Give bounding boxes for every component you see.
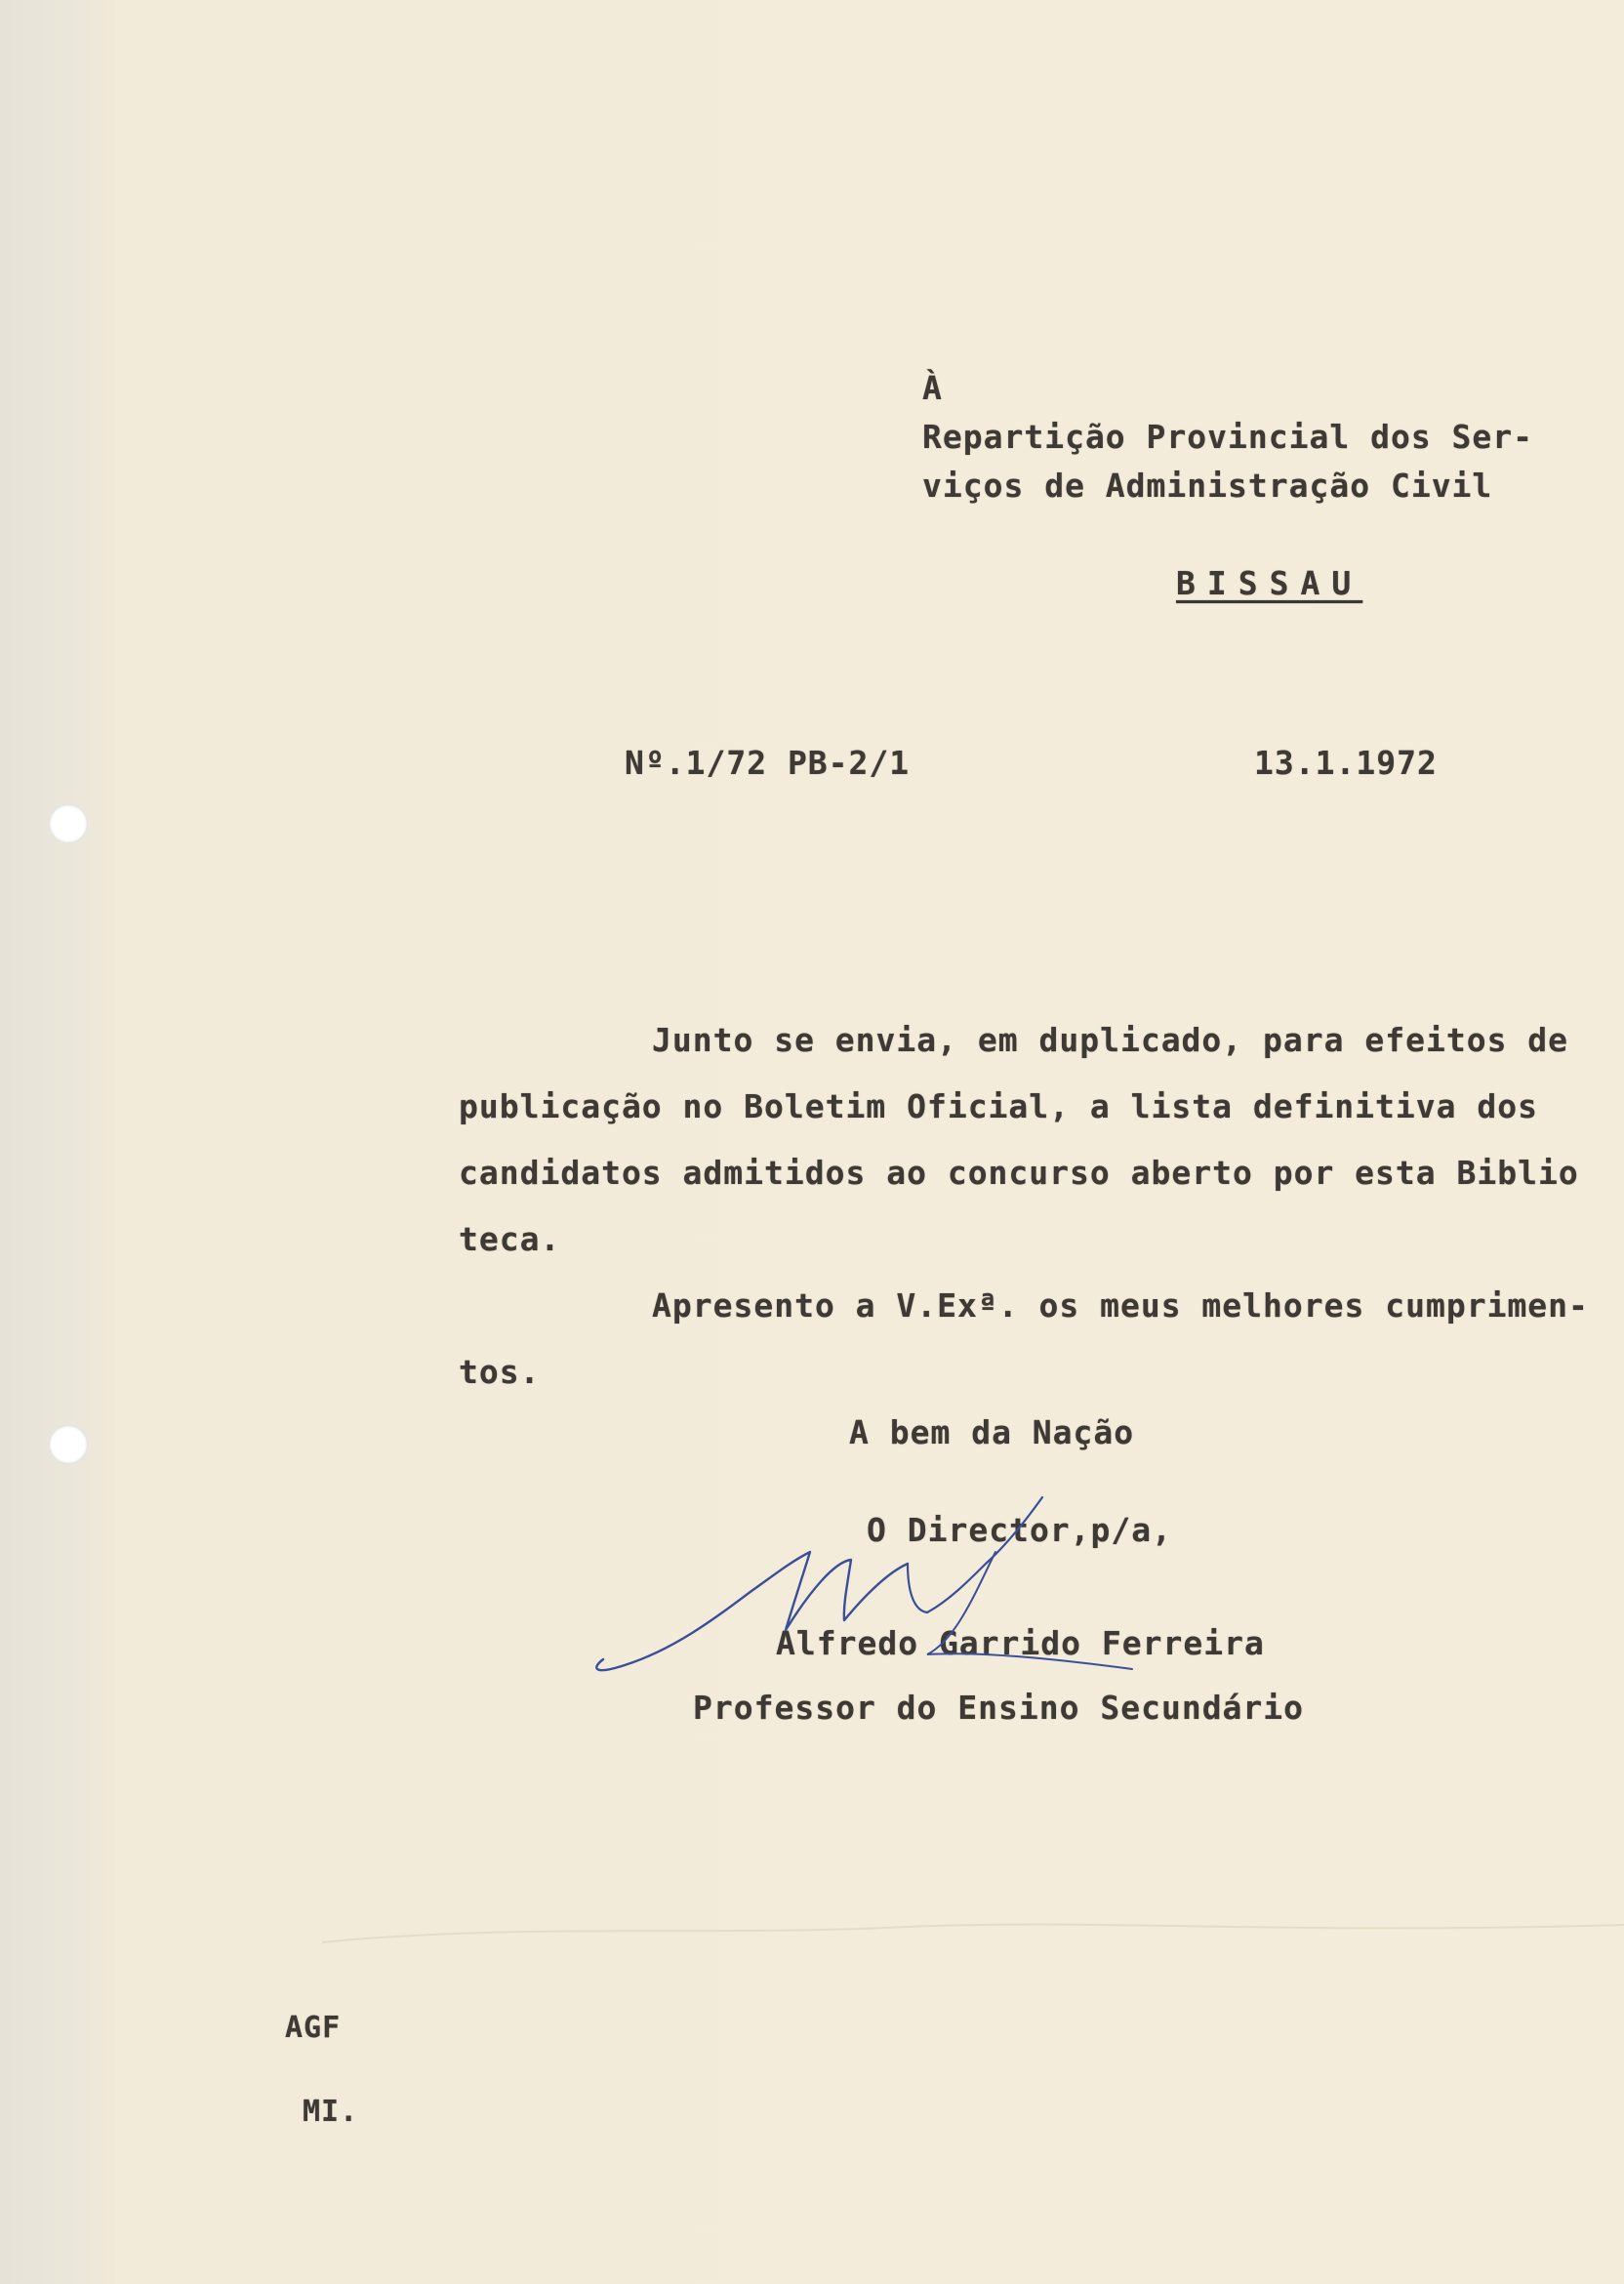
recipient-line-1: Repartição Provincial dos Ser-	[922, 418, 1534, 456]
recipient-line-2: viços de Administração Civil	[922, 467, 1493, 505]
paper-crease	[322, 1913, 1624, 1952]
body-line: publicação no Boletim Oficial, a lista definitiva dos	[459, 1087, 1538, 1125]
reference-date: 13.1.1972	[1254, 744, 1438, 782]
body-line: Apresento a V.Exª. os meus melhores cumprimen-	[652, 1286, 1589, 1325]
signatory-name: Alfredo Garrido Ferreira	[776, 1624, 1265, 1662]
recipient-city: BISSAU	[1176, 564, 1363, 602]
closing-salutation: A bem da Nação	[849, 1413, 1135, 1451]
binding-margin	[0, 0, 115, 2284]
reference-number: Nº.1/72 PB-2/1	[625, 744, 911, 782]
recipient-prefix: À	[922, 369, 943, 407]
punch-hole-top	[49, 804, 88, 843]
signature-stroke	[927, 1552, 1132, 1669]
footer-initials: AGF	[285, 2011, 342, 2045]
body-line: candidatos admitidos ao concurso aberto por esta Biblio	[459, 1154, 1579, 1192]
signatory-title: Professor do Ensino Secundário	[693, 1689, 1305, 1727]
punch-hole-bottom	[49, 1425, 88, 1464]
body-line: Junto se envia, em duplicado, para efeitos de	[652, 1021, 1569, 1059]
signature-stroke	[596, 1552, 908, 1670]
body-line: teca.	[459, 1220, 561, 1258]
closing-role: O Director,p/a,	[867, 1511, 1173, 1549]
handwritten-signature	[586, 1484, 1288, 1698]
body-line: tos.	[459, 1353, 541, 1391]
footer-code: MI.	[303, 2095, 359, 2129]
